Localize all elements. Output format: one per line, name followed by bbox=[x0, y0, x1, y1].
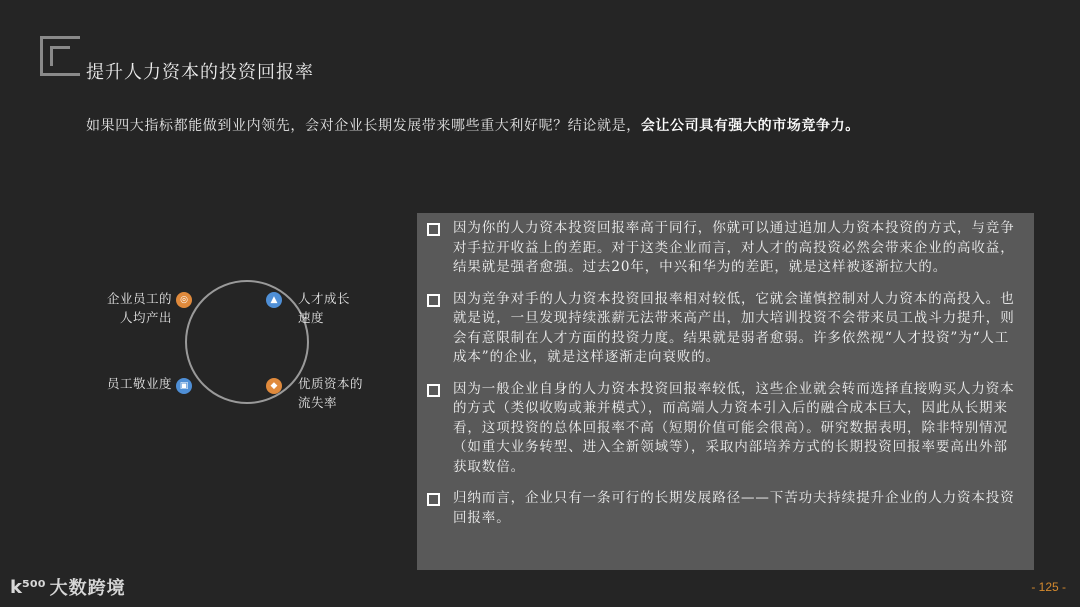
list-item bbox=[427, 290, 1022, 368]
list-item-text: 因为你的人力资本投资回报率高于同行，你就可以通过追加人力资本投资的方式，与竞争对手拉开收益上的差距。对于这类企业而言，对人才的高投资必然会带来企业的高收益，结果就是强者愈强。过去20年，中兴和华为的差距，就是这样被逐渐拉大的。 bbox=[453, 220, 1015, 275]
list-item-text: 因为一般企业自身的人力资本投资回报率较低，这些企业就会转而选择直接购买人力资本的方式（类似收购或兼并模式），而高端人力资本引入后的融合成本巨大，因此从长期来看，这项投资的总体回报率不高（短期价值可能会很高）。研究数据表明，除非特别情况（如重大业务转型、进入全新领域等），采取内部培养方式的长期投资回报率要高出外部获取数倍。 bbox=[453, 380, 1015, 475]
label-talent-growth: 人才成长 速度 bbox=[298, 291, 351, 325]
checkbox-bullet-icon bbox=[427, 493, 440, 506]
brand-logo bbox=[10, 574, 126, 600]
label-capital-attrition: 优质资本的 流失率 bbox=[298, 376, 364, 410]
output-icon: ◎ bbox=[176, 292, 192, 308]
retention-icon: ◆ bbox=[266, 378, 282, 394]
explanation-panel bbox=[417, 213, 1034, 570]
list-item-text: 归纳而言，企业只有一条可行的长期发展路径——下苦功夫持续提升企业的人力资本投资回报率。 bbox=[453, 490, 1015, 526]
checkbox-bullet-icon bbox=[427, 223, 440, 236]
list-item-text: 因为竞争对手的人力资本投资回报率相对较低，它就会谨慎控制对人力资本的高投入。也就是说，一旦发现持续涨薪无法带来高产出，加大培训投资不会带来员工战斗力提升，则会有意限制在人才方面的投资力度。结果就是弱者愈弱。许多依然视“人才投资”为“人工成本”的企业，就是这样逐渐走向衰败的。 bbox=[453, 290, 1015, 365]
brand-mark-icon: k⁵⁰⁰ bbox=[10, 576, 46, 598]
section-logo-icon bbox=[40, 36, 84, 80]
cycle-ring bbox=[185, 280, 309, 404]
label-engagement: 员工敬业度 bbox=[106, 376, 172, 391]
intro-prefix: 如果四大指标都能做到业内领先，会对企业长期发展带来哪些重大利好呢？结论就是， bbox=[86, 118, 641, 134]
label-per-capita-output: 企业员工的 人均产出 bbox=[106, 291, 172, 325]
list-item bbox=[427, 219, 1022, 278]
intro-conclusion: 会让公司具有强大的市场竞争力。 bbox=[640, 118, 860, 134]
indicator-cycle-diagram bbox=[106, 258, 364, 428]
checkbox-bullet-icon bbox=[427, 384, 440, 397]
page-number: - 125 - bbox=[1031, 580, 1066, 594]
checkbox-bullet-icon bbox=[427, 294, 440, 307]
list-item bbox=[427, 489, 1022, 528]
intro-text bbox=[86, 115, 860, 135]
engagement-icon: ▣ bbox=[176, 378, 192, 394]
list-item bbox=[427, 380, 1022, 478]
brand-name: 大数跨境 bbox=[49, 578, 126, 599]
growth-icon: ▲ bbox=[266, 292, 282, 308]
page-title: 提升人力资本的投资回报率 bbox=[86, 62, 314, 83]
